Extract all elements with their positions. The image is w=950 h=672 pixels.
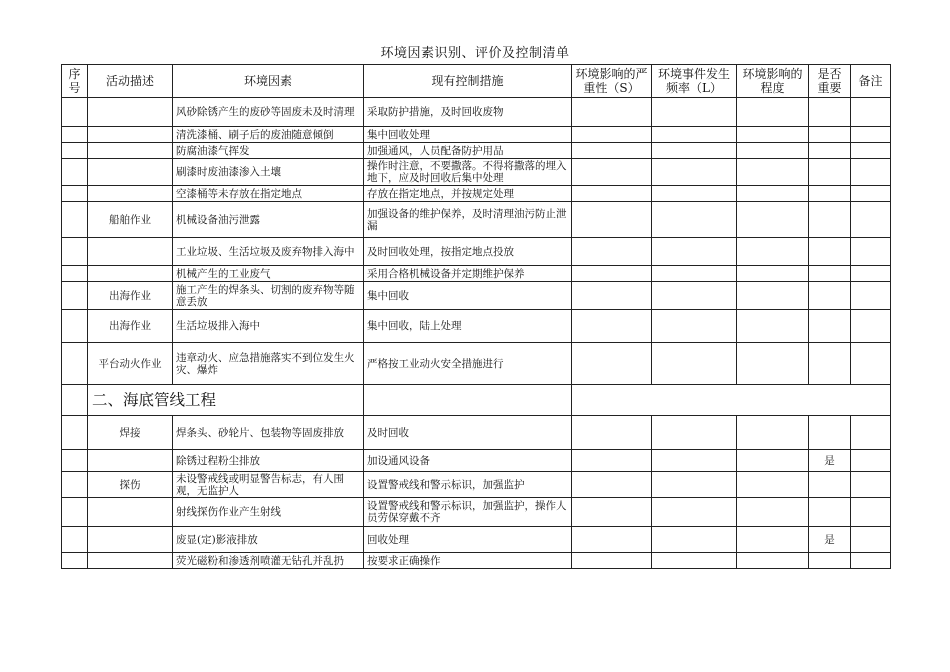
important-cell [809,202,851,238]
remark-cell [851,416,891,450]
remark-cell [851,527,891,553]
activity-cell [88,159,173,186]
seq-cell [62,472,88,498]
frequency-cell [652,282,737,310]
important-cell [809,266,851,282]
degree-cell [737,553,809,569]
severity-cell [572,143,652,159]
seq-cell [62,202,88,238]
important-cell: 是 [809,450,851,472]
remark-cell [851,159,891,186]
remark-cell [851,498,891,527]
activity-cell [88,143,173,159]
table-row [62,416,891,450]
control-cell: 集中回收 [364,282,572,310]
frequency-cell [652,343,737,385]
control-cell: 按要求正确操作 [364,553,572,569]
table-row [62,553,891,569]
important-cell [809,127,851,143]
table-row [62,143,891,159]
frequency-cell [652,159,737,186]
severity-cell [572,266,652,282]
seq-cell [62,143,88,159]
degree-cell [737,282,809,310]
blank-cells [572,385,891,416]
severity-cell [572,98,652,127]
header-severity: 环境影响的严重性（S） [572,65,652,98]
important-cell [809,416,851,450]
remark-cell [851,343,891,385]
remark-cell [851,186,891,202]
activity-cell [88,450,173,472]
important-cell: 是 [809,527,851,553]
header-row [62,65,891,98]
remark-cell [851,266,891,282]
seq-cell [62,343,88,385]
severity-cell [572,310,652,343]
frequency-cell [652,266,737,282]
factor-cell: 风砂除锈产生的废砂等固废未及时清理 [173,98,364,127]
activity-cell [88,498,173,527]
seq-cell [62,159,88,186]
remark-cell [851,450,891,472]
seq-cell [62,186,88,202]
control-cell: 设置警戒线和警示标识，加强监护，操作人员劳保穿戴不齐 [364,498,572,527]
section-row [62,385,891,416]
degree-cell [737,343,809,385]
table-row [62,343,891,385]
seq-cell [62,416,88,450]
severity-cell [572,498,652,527]
severity-cell [572,202,652,238]
header-important: 是否重要 [809,65,851,98]
important-cell [809,159,851,186]
severity-cell [572,127,652,143]
degree-cell [737,238,809,266]
activity-cell [88,238,173,266]
factor-cell: 废显(定)影液排放 [173,527,364,553]
factor-cell: 清洗漆桶、刷子后的废油随意倾倒 [173,127,364,143]
degree-cell [737,202,809,238]
severity-cell [572,238,652,266]
control-cell: 加强设备的维护保养，及时清理油污防止泄漏 [364,202,572,238]
degree-cell [737,527,809,553]
control-cell: 加设通风设备 [364,450,572,472]
degree-cell [737,143,809,159]
table-row [62,238,891,266]
remark-cell [851,238,891,266]
control-cell: 及时回收处理，按指定地点投放 [364,238,572,266]
remark-cell [851,98,891,127]
activity-cell [88,186,173,202]
activity-cell: 出海作业 [88,282,173,310]
factor-cell: 工业垃圾、生活垃圾及废弃物排入海中 [173,238,364,266]
severity-cell [572,282,652,310]
activity-cell [88,553,173,569]
seq-cell [62,527,88,553]
remark-cell [851,143,891,159]
seq-cell [62,450,88,472]
table-row [62,266,891,282]
header-degree: 环境影响的程度 [737,65,809,98]
degree-cell [737,310,809,343]
table-row [62,450,891,472]
important-cell [809,472,851,498]
control-cell [364,385,572,416]
seq-cell [62,238,88,266]
severity-cell [572,343,652,385]
header-activity: 活动描述 [88,65,173,98]
factor-cell: 焊条头、砂轮片、包装物等固废排放 [173,416,364,450]
factor-cell: 生活垃圾排入海中 [173,310,364,343]
control-cell: 集中回收，陆上处理 [364,310,572,343]
degree-cell [737,159,809,186]
table-body [62,98,891,569]
table-row [62,186,891,202]
important-cell [809,98,851,127]
frequency-cell [652,472,737,498]
important-cell [809,553,851,569]
header-control: 现有控制措施 [364,65,572,98]
severity-cell [572,527,652,553]
frequency-cell [652,527,737,553]
severity-cell [572,472,652,498]
table-row [62,127,891,143]
activity-cell [88,98,173,127]
factor-cell: 空漆桶等未存放在指定地点 [173,186,364,202]
environment-factor-table [61,64,891,569]
control-cell: 回收处理 [364,527,572,553]
degree-cell [737,186,809,202]
remark-cell [851,282,891,310]
degree-cell [737,127,809,143]
seq-cell [62,553,88,569]
control-cell: 采用合格机械设备并定期维护保养 [364,266,572,282]
seq-cell [62,266,88,282]
remark-cell [851,127,891,143]
activity-cell [88,527,173,553]
table-row [62,282,891,310]
seq-cell [62,282,88,310]
activity-cell: 船舶作业 [88,202,173,238]
factor-cell: 违章动火、应急措施落实不到位发生火灾、爆炸 [173,343,364,385]
frequency-cell [652,416,737,450]
table-row [62,202,891,238]
important-cell [809,282,851,310]
seq-cell [62,310,88,343]
activity-cell: 焊接 [88,416,173,450]
frequency-cell [652,98,737,127]
control-cell: 操作时注意，不要撒落。不得将撒落的埋入地下，应及时回收后集中处理 [364,159,572,186]
factor-cell: 刷漆时废油漆渗入土壤 [173,159,364,186]
control-cell: 设置警戒线和警示标识，加强监护 [364,472,572,498]
factor-cell: 射线探伤作业产生射线 [173,498,364,527]
degree-cell [737,450,809,472]
remark-cell [851,310,891,343]
table-row [62,98,891,127]
severity-cell [572,553,652,569]
degree-cell [737,98,809,127]
control-cell: 及时回收 [364,416,572,450]
control-cell: 采取防护措施，及时回收废物 [364,98,572,127]
factor-cell: 施工产生的焊条头、切割的废弃物等随意丢放 [173,282,364,310]
table-row [62,527,891,553]
seq-cell [62,127,88,143]
activity-cell: 出海作业 [88,310,173,343]
important-cell [809,186,851,202]
header-factor: 环境因素 [173,65,364,98]
control-cell: 严格按工业动火安全措施进行 [364,343,572,385]
degree-cell [737,498,809,527]
seq-cell [62,498,88,527]
frequency-cell [652,127,737,143]
frequency-cell [652,238,737,266]
severity-cell [572,450,652,472]
control-cell: 集中回收处理 [364,127,572,143]
factor-cell: 防腐油漆气挥发 [173,143,364,159]
frequency-cell [652,498,737,527]
table-row [62,159,891,186]
degree-cell [737,266,809,282]
important-cell [809,238,851,266]
table-row [62,472,891,498]
table-row [62,498,891,527]
severity-cell [572,416,652,450]
activity-cell [88,127,173,143]
severity-cell [572,186,652,202]
header-frequency: 环境事件发生频率（L） [652,65,737,98]
important-cell [809,343,851,385]
frequency-cell [652,553,737,569]
remark-cell [851,553,891,569]
degree-cell [737,416,809,450]
table-row [62,310,891,343]
control-cell: 存放在指定地点，并按规定处理 [364,186,572,202]
frequency-cell [652,450,737,472]
header-remark: 备注 [851,65,891,98]
severity-cell [572,159,652,186]
activity-cell: 平台动火作业 [88,343,173,385]
factor-cell: 未设警戒线或明显警告标志，有人围观，无监护人 [173,472,364,498]
factor-cell: 荧光磁粉和渗透剂喷灌无钻孔并乱扔 [173,553,364,569]
document-title: 环境因素识别、评价及控制清单 [380,46,570,61]
remark-cell [851,202,891,238]
activity-cell [88,266,173,282]
frequency-cell [652,186,737,202]
frequency-cell [652,310,737,343]
frequency-cell [652,143,737,159]
remark-cell [851,472,891,498]
activity-cell: 探伤 [88,472,173,498]
section-title: 二、海底管线工程 [88,385,364,416]
important-cell [809,310,851,343]
frequency-cell [652,202,737,238]
degree-cell [737,472,809,498]
important-cell [809,143,851,159]
seq-cell [62,385,88,416]
control-cell: 加强通风，人员配备防护用品 [364,143,572,159]
factor-cell: 除锈过程粉尘排放 [173,450,364,472]
seq-cell [62,98,88,127]
important-cell [809,498,851,527]
factor-cell: 机械设备油污泄露 [173,202,364,238]
factor-cell: 机械产生的工业废气 [173,266,364,282]
header-seq: 序号 [62,65,88,98]
